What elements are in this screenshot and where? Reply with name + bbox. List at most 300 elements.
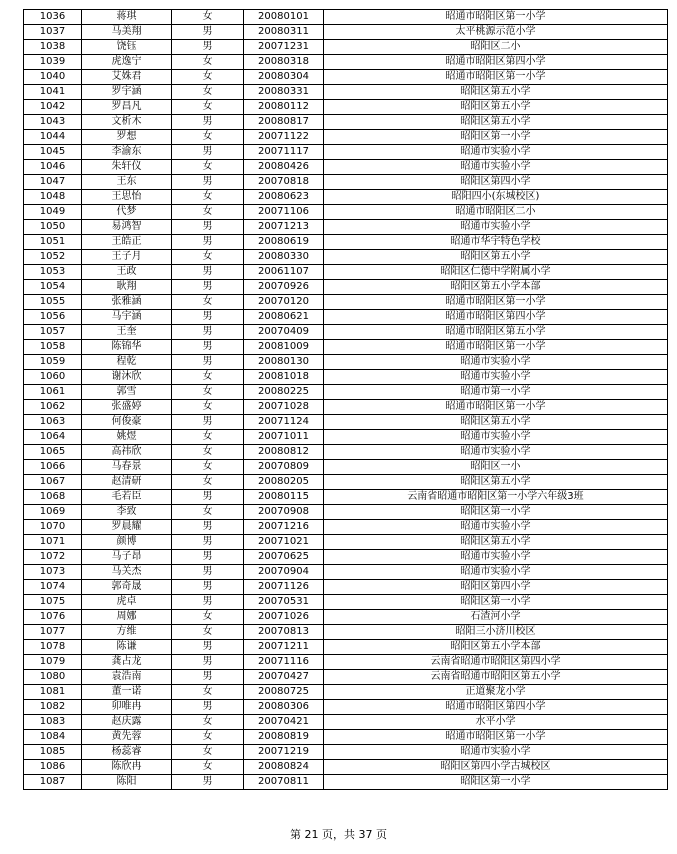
- table-row: [24, 520, 668, 535]
- cell-birthdate: 20071116: [244, 655, 324, 670]
- cell-school: 云南省昭通市昭阳区第五小学: [324, 670, 668, 685]
- cell-name: 张雅涵: [82, 295, 172, 310]
- cell-school: 昭阳区二小: [324, 40, 668, 55]
- cell-id: 1084: [24, 730, 82, 745]
- table-row: [24, 580, 668, 595]
- cell-school: 昭通市实验小学: [324, 550, 668, 565]
- cell-gender: 男: [172, 355, 244, 370]
- cell-school: 昭阳三小济川校区: [324, 625, 668, 640]
- cell-birthdate: 20070625: [244, 550, 324, 565]
- cell-gender: 女: [172, 745, 244, 760]
- cell-id: 1071: [24, 535, 82, 550]
- cell-name: 程乾: [82, 355, 172, 370]
- cell-school: 昭通市昭阳区第一小学: [324, 70, 668, 85]
- cell-name: 陈阳: [82, 775, 172, 790]
- cell-gender: 女: [172, 445, 244, 460]
- cell-id: 1086: [24, 760, 82, 775]
- cell-name: 马关杰: [82, 565, 172, 580]
- cell-school: 昭阳区第五小学: [324, 475, 668, 490]
- cell-birthdate: 20070904: [244, 565, 324, 580]
- cell-gender: 男: [172, 310, 244, 325]
- cell-gender: 女: [172, 370, 244, 385]
- table-row: [24, 610, 668, 625]
- cell-birthdate: 20080101: [244, 10, 324, 25]
- cell-id: 1064: [24, 430, 82, 445]
- cell-school: 昭阳区第一小学: [324, 130, 668, 145]
- cell-gender: 女: [172, 400, 244, 415]
- table-row: [24, 490, 668, 505]
- cell-birthdate: 20071216: [244, 520, 324, 535]
- cell-name: 王思怡: [82, 190, 172, 205]
- cell-birthdate: 20070120: [244, 295, 324, 310]
- cell-birthdate: 20071011: [244, 430, 324, 445]
- cell-school: 昭阳四小(东城校区): [324, 190, 668, 205]
- table-row: [24, 115, 668, 130]
- cell-id: 1081: [24, 685, 82, 700]
- cell-id: 1060: [24, 370, 82, 385]
- cell-id: 1078: [24, 640, 82, 655]
- cell-school: 昭通市实验小学: [324, 430, 668, 445]
- table-row: [24, 85, 668, 100]
- cell-school: 昭通市昭阳区二小: [324, 205, 668, 220]
- cell-name: 王政: [82, 265, 172, 280]
- cell-id: 1042: [24, 100, 82, 115]
- table-row: [24, 685, 668, 700]
- cell-birthdate: 20070409: [244, 325, 324, 340]
- table-row: [24, 535, 668, 550]
- cell-name: 陈谦: [82, 640, 172, 655]
- cell-birthdate: 20071211: [244, 640, 324, 655]
- cell-birthdate: 20070811: [244, 775, 324, 790]
- cell-id: 1066: [24, 460, 82, 475]
- student-table-body: [24, 10, 668, 790]
- cell-gender: 男: [172, 235, 244, 250]
- table-row: [24, 280, 668, 295]
- cell-name: 姚煜: [82, 430, 172, 445]
- cell-id: 1067: [24, 475, 82, 490]
- cell-name: 张盛婷: [82, 400, 172, 415]
- cell-school: 昭阳区第四小学古城校区: [324, 760, 668, 775]
- cell-birthdate: 20061107: [244, 265, 324, 280]
- cell-school: 昭阳区第五小学: [324, 250, 668, 265]
- cell-gender: 女: [172, 205, 244, 220]
- cell-gender: 男: [172, 145, 244, 160]
- table-row: [24, 130, 668, 145]
- table-row: [24, 475, 668, 490]
- cell-id: 1076: [24, 610, 82, 625]
- cell-school: 昭阳区仁德中学附属小学: [324, 265, 668, 280]
- table-row: [24, 460, 668, 475]
- cell-name: 马春景: [82, 460, 172, 475]
- cell-birthdate: 20071231: [244, 40, 324, 55]
- cell-birthdate: 20080725: [244, 685, 324, 700]
- cell-school: 昭阳区第一小学: [324, 595, 668, 610]
- cell-birthdate: 20080619: [244, 235, 324, 250]
- cell-birthdate: 20080621: [244, 310, 324, 325]
- cell-id: 1057: [24, 325, 82, 340]
- cell-school: 昭阳区第五小学本部: [324, 640, 668, 655]
- cell-birthdate: 20070926: [244, 280, 324, 295]
- cell-id: 1038: [24, 40, 82, 55]
- cell-id: 1049: [24, 205, 82, 220]
- cell-school: 昭通市昭阳区第四小学: [324, 700, 668, 715]
- cell-name: 毛若臣: [82, 490, 172, 505]
- cell-name: 马美翔: [82, 25, 172, 40]
- table-row: [24, 760, 668, 775]
- cell-name: 何俊豪: [82, 415, 172, 430]
- student-table: [23, 9, 668, 790]
- cell-school: 昭通市实验小学: [324, 370, 668, 385]
- cell-gender: 女: [172, 100, 244, 115]
- cell-id: 1050: [24, 220, 82, 235]
- table-row: [24, 385, 668, 400]
- cell-gender: 女: [172, 85, 244, 100]
- cell-school: 昭阳区第一小学: [324, 505, 668, 520]
- cell-birthdate: 20080426: [244, 160, 324, 175]
- cell-id: 1068: [24, 490, 82, 505]
- cell-school: 昭通市昭阳区第一小学: [324, 295, 668, 310]
- table-row: [24, 250, 668, 265]
- table-row: [24, 55, 668, 70]
- cell-school: 昭通市昭阳区第一小学: [324, 10, 668, 25]
- cell-id: 1069: [24, 505, 82, 520]
- cell-birthdate: 20080817: [244, 115, 324, 130]
- cell-gender: 男: [172, 280, 244, 295]
- cell-gender: 男: [172, 700, 244, 715]
- cell-school: 昭阳区一小: [324, 460, 668, 475]
- cell-gender: 男: [172, 775, 244, 790]
- cell-school: 昭通市实验小学: [324, 160, 668, 175]
- cell-id: 1072: [24, 550, 82, 565]
- cell-gender: 女: [172, 760, 244, 775]
- table-row: [24, 70, 668, 85]
- cell-birthdate: 20070427: [244, 670, 324, 685]
- cell-gender: 男: [172, 655, 244, 670]
- table-row: [24, 220, 668, 235]
- table-row: [24, 355, 668, 370]
- cell-gender: 女: [172, 130, 244, 145]
- table-row: [24, 295, 668, 310]
- cell-id: 1054: [24, 280, 82, 295]
- table-row: [24, 310, 668, 325]
- table-row: [24, 235, 668, 250]
- cell-school: 云南省昭通市昭阳区第四小学: [324, 655, 668, 670]
- cell-id: 1043: [24, 115, 82, 130]
- cell-birthdate: 20081018: [244, 370, 324, 385]
- cell-gender: 男: [172, 580, 244, 595]
- cell-name: 赵庆露: [82, 715, 172, 730]
- cell-gender: 男: [172, 175, 244, 190]
- cell-id: 1062: [24, 400, 82, 415]
- cell-id: 1085: [24, 745, 82, 760]
- cell-gender: 女: [172, 685, 244, 700]
- table-row: [24, 775, 668, 790]
- table-row: [24, 700, 668, 715]
- cell-name: 罗晨耀: [82, 520, 172, 535]
- cell-name: 郭奇晟: [82, 580, 172, 595]
- cell-id: 1044: [24, 130, 82, 145]
- cell-gender: 男: [172, 670, 244, 685]
- cell-name: 周娜: [82, 610, 172, 625]
- table-row: [24, 430, 668, 445]
- cell-id: 1041: [24, 85, 82, 100]
- cell-gender: 男: [172, 40, 244, 55]
- cell-gender: 女: [172, 70, 244, 85]
- cell-birthdate: 20071124: [244, 415, 324, 430]
- cell-name: 朱轩仪: [82, 160, 172, 175]
- cell-school: 昭阳区第五小学: [324, 415, 668, 430]
- table-row: [24, 715, 668, 730]
- cell-gender: 男: [172, 520, 244, 535]
- table-row: [24, 670, 668, 685]
- cell-name: 袁浩南: [82, 670, 172, 685]
- table-row: [24, 505, 668, 520]
- cell-school: 昭通市实验小学: [324, 565, 668, 580]
- cell-id: 1079: [24, 655, 82, 670]
- cell-id: 1070: [24, 520, 82, 535]
- cell-school: 昭通市实验小学: [324, 445, 668, 460]
- cell-gender: 男: [172, 415, 244, 430]
- cell-id: 1046: [24, 160, 82, 175]
- cell-birthdate: 20071021: [244, 535, 324, 550]
- cell-gender: 男: [172, 490, 244, 505]
- cell-birthdate: 20080205: [244, 475, 324, 490]
- cell-gender: 男: [172, 565, 244, 580]
- table-row: [24, 655, 668, 670]
- table-row: [24, 445, 668, 460]
- cell-birthdate: 20071126: [244, 580, 324, 595]
- table-row: [24, 175, 668, 190]
- cell-gender: 女: [172, 295, 244, 310]
- cell-school: 昭通市实验小学: [324, 145, 668, 160]
- cell-birthdate: 20070531: [244, 595, 324, 610]
- cell-gender: 男: [172, 25, 244, 40]
- cell-birthdate: 20071122: [244, 130, 324, 145]
- table-row: [24, 640, 668, 655]
- cell-school: 昭通市实验小学: [324, 220, 668, 235]
- cell-gender: 女: [172, 55, 244, 70]
- cell-birthdate: 20070421: [244, 715, 324, 730]
- cell-gender: 男: [172, 115, 244, 130]
- cell-school: 昭阳区第五小学: [324, 100, 668, 115]
- cell-gender: 男: [172, 265, 244, 280]
- cell-school: 石渣河小学: [324, 610, 668, 625]
- cell-name: 王东: [82, 175, 172, 190]
- cell-birthdate: 20080130: [244, 355, 324, 370]
- cell-id: 1036: [24, 10, 82, 25]
- cell-birthdate: 20080824: [244, 760, 324, 775]
- cell-name: 文析木: [82, 115, 172, 130]
- table-row: [24, 100, 668, 115]
- cell-name: 易鸿智: [82, 220, 172, 235]
- cell-school: 昭阳区第四小学: [324, 580, 668, 595]
- cell-school: 昭通市实验小学: [324, 745, 668, 760]
- cell-id: 1077: [24, 625, 82, 640]
- cell-id: 1082: [24, 700, 82, 715]
- cell-name: 颜博: [82, 535, 172, 550]
- cell-name: 陈锦华: [82, 340, 172, 355]
- cell-gender: 女: [172, 625, 244, 640]
- cell-school: 昭通市实验小学: [324, 520, 668, 535]
- table-row: [24, 625, 668, 640]
- cell-gender: 女: [172, 430, 244, 445]
- cell-name: 马子昂: [82, 550, 172, 565]
- table-row: [24, 340, 668, 355]
- cell-birthdate: 20071117: [244, 145, 324, 160]
- cell-id: 1052: [24, 250, 82, 265]
- cell-id: 1065: [24, 445, 82, 460]
- cell-name: 马宇涵: [82, 310, 172, 325]
- cell-gender: 男: [172, 220, 244, 235]
- cell-gender: 女: [172, 460, 244, 475]
- cell-gender: 男: [172, 595, 244, 610]
- cell-birthdate: 20080812: [244, 445, 324, 460]
- cell-name: 罗昌凡: [82, 100, 172, 115]
- cell-school: 昭通市昭阳区第一小学: [324, 400, 668, 415]
- cell-gender: 男: [172, 640, 244, 655]
- cell-school: 正道聚龙小学: [324, 685, 668, 700]
- table-row: [24, 265, 668, 280]
- cell-name: 罗宇涵: [82, 85, 172, 100]
- table-row: [24, 415, 668, 430]
- cell-school: 太平桃源示范小学: [324, 25, 668, 40]
- cell-id: 1055: [24, 295, 82, 310]
- cell-school: 昭通市昭阳区第五小学: [324, 325, 668, 340]
- cell-birthdate: 20070809: [244, 460, 324, 475]
- cell-gender: 男: [172, 550, 244, 565]
- cell-school: 昭通市昭阳区第一小学: [324, 340, 668, 355]
- cell-name: 黄先蓉: [82, 730, 172, 745]
- cell-id: 1074: [24, 580, 82, 595]
- cell-gender: 女: [172, 475, 244, 490]
- cell-birthdate: 20080115: [244, 490, 324, 505]
- table-row: [24, 325, 668, 340]
- cell-school: 昭通市昭阳区第四小学: [324, 55, 668, 70]
- cell-birthdate: 20070813: [244, 625, 324, 640]
- cell-birthdate: 20081009: [244, 340, 324, 355]
- cell-school: 昭通市实验小学: [324, 355, 668, 370]
- cell-id: 1059: [24, 355, 82, 370]
- table-row: [24, 550, 668, 565]
- cell-name: 耿翔: [82, 280, 172, 295]
- cell-id: 1037: [24, 25, 82, 40]
- cell-name: 蒋琪: [82, 10, 172, 25]
- cell-name: 李渝东: [82, 145, 172, 160]
- cell-name: 方维: [82, 625, 172, 640]
- cell-birthdate: 20071219: [244, 745, 324, 760]
- cell-school: 水平小学: [324, 715, 668, 730]
- table-row: [24, 745, 668, 760]
- cell-name: 谢沐欣: [82, 370, 172, 385]
- table-row: [24, 205, 668, 220]
- cell-name: 赵清研: [82, 475, 172, 490]
- cell-id: 1048: [24, 190, 82, 205]
- cell-birthdate: 20080304: [244, 70, 324, 85]
- table-row: [24, 25, 668, 40]
- cell-school: 昭阳区第五小学本部: [324, 280, 668, 295]
- cell-name: 饶钰: [82, 40, 172, 55]
- cell-birthdate: 20080330: [244, 250, 324, 265]
- cell-school: 昭阳区第五小学: [324, 535, 668, 550]
- table-row: [24, 190, 668, 205]
- cell-name: 高祎欣: [82, 445, 172, 460]
- cell-gender: 女: [172, 10, 244, 25]
- page-footer: 第 21 页，共 37 页: [290, 828, 387, 841]
- cell-id: 1053: [24, 265, 82, 280]
- cell-id: 1061: [24, 385, 82, 400]
- cell-gender: 女: [172, 385, 244, 400]
- cell-birthdate: 20070818: [244, 175, 324, 190]
- cell-name: 虎逸宁: [82, 55, 172, 70]
- cell-gender: 男: [172, 325, 244, 340]
- cell-name: 虎卓: [82, 595, 172, 610]
- cell-birthdate: 20080318: [244, 55, 324, 70]
- cell-birthdate: 20080112: [244, 100, 324, 115]
- table-row: [24, 595, 668, 610]
- cell-birthdate: 20080819: [244, 730, 324, 745]
- cell-gender: 女: [172, 715, 244, 730]
- cell-gender: 女: [172, 250, 244, 265]
- cell-name: 王皓正: [82, 235, 172, 250]
- cell-school: 昭阳区第四小学: [324, 175, 668, 190]
- cell-birthdate: 20071028: [244, 400, 324, 415]
- cell-id: 1080: [24, 670, 82, 685]
- cell-school: 昭阳区第五小学: [324, 115, 668, 130]
- table-row: [24, 160, 668, 175]
- cell-name: 龚占龙: [82, 655, 172, 670]
- table-row: [24, 730, 668, 745]
- cell-id: 1063: [24, 415, 82, 430]
- cell-gender: 男: [172, 535, 244, 550]
- cell-school: 昭通市华宇特色学校: [324, 235, 668, 250]
- cell-birthdate: 20071106: [244, 205, 324, 220]
- cell-birthdate: 20080331: [244, 85, 324, 100]
- cell-name: 董一诺: [82, 685, 172, 700]
- cell-id: 1039: [24, 55, 82, 70]
- cell-school: 昭通市第一小学: [324, 385, 668, 400]
- table-row: [24, 145, 668, 160]
- cell-birthdate: 20080311: [244, 25, 324, 40]
- cell-name: 杨蕊睿: [82, 745, 172, 760]
- cell-id: 1087: [24, 775, 82, 790]
- cell-name: 代梦: [82, 205, 172, 220]
- cell-id: 1056: [24, 310, 82, 325]
- cell-id: 1045: [24, 145, 82, 160]
- cell-id: 1073: [24, 565, 82, 580]
- cell-name: 罗想: [82, 130, 172, 145]
- cell-birthdate: 20080225: [244, 385, 324, 400]
- cell-id: 1083: [24, 715, 82, 730]
- cell-gender: 女: [172, 610, 244, 625]
- cell-gender: 女: [172, 190, 244, 205]
- cell-birthdate: 20071213: [244, 220, 324, 235]
- cell-school: 昭阳区第五小学: [324, 85, 668, 100]
- cell-id: 1047: [24, 175, 82, 190]
- cell-id: 1058: [24, 340, 82, 355]
- cell-id: 1051: [24, 235, 82, 250]
- cell-name: 陈欣冉: [82, 760, 172, 775]
- cell-id: 1040: [24, 70, 82, 85]
- cell-name: 卯唯冉: [82, 700, 172, 715]
- cell-school: 昭阳区第一小学: [324, 775, 668, 790]
- table-row: [24, 370, 668, 385]
- cell-name: 艾姝君: [82, 70, 172, 85]
- table-row: [24, 565, 668, 580]
- cell-gender: 女: [172, 505, 244, 520]
- cell-name: 李致: [82, 505, 172, 520]
- cell-school: 云南省昭通市昭阳区第一小学六年级3班: [324, 490, 668, 505]
- cell-school: 昭通市昭阳区第四小学: [324, 310, 668, 325]
